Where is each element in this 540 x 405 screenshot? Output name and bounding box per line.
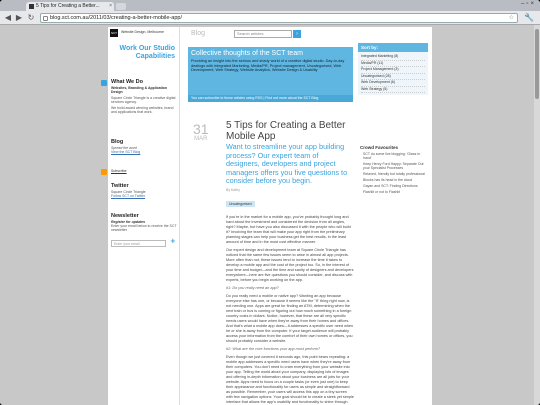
bullet-icon xyxy=(101,80,107,86)
site-container xyxy=(108,27,432,405)
page-viewport xyxy=(0,25,540,405)
favourite-link[interactable]: Blooks has its head in the cloud xyxy=(363,177,413,182)
category-list xyxy=(358,52,428,95)
blog-title: Blog xyxy=(111,139,124,145)
bookmark-star-icon[interactable]: ☆ xyxy=(508,15,514,21)
newsletter-section xyxy=(111,213,177,250)
favourite-link[interactable]: Gayan and SCT: Finding Directions xyxy=(363,183,418,188)
close-tab-icon[interactable]: × xyxy=(109,3,112,9)
category-item[interactable]: Media/PR (11) xyxy=(361,61,425,68)
what-we-do-section xyxy=(111,79,177,114)
banner-text: Providing an insight into the serious and shady world of a creative digital studio. Day-to-day dealings with Integrated Marketing, Media/PR, Project management, Uncategorised, Web Development, Web Strategy, Website Analytics, Website Design & Usability xyxy=(191,59,345,72)
post-paragraph: If you're in the market for a mobile app, you've probably thought long and hard about the investment and considered the decision from all angles, right? Maybe, but have you also discussed it with the people who will build it? Involving the team that will make your app right from the preliminary planning stages can help your business get the best results, in the least amount of time and in the most cost effective manner. xyxy=(226,214,351,244)
post-paragraph: Do you really need a mobile or native app? Wanting an app because everyone else has one, or because it seems like the "it" thing right now, is not needing one. Apps are great for finding an ATM, determining when the next train or bus is coming or figuring out how much something in a foreign country costs in dollars. Notice, however, that these are all very specific needs users would have when they're away from their homes and offices. And that's what a mobile app does—it addresses a specific user need when he or she is away from the computer. If your target audience will probably access your information from the comfort of their own homes or offices, you should probably consider a website. xyxy=(226,293,354,343)
logo-tagline: Website Design, Melbourne xyxy=(121,30,164,34)
favourite-link[interactable]: SCT do some live blogging: 'Glass in hand' xyxy=(363,152,421,161)
blog-banner xyxy=(188,47,353,95)
search-input[interactable]: Search articles xyxy=(234,30,292,38)
left-column xyxy=(108,27,180,405)
post-date xyxy=(193,122,209,142)
twitter-link[interactable]: Follow SCT on Twitter xyxy=(111,194,146,198)
view-blog-link[interactable]: View the SCT Blog xyxy=(111,150,141,154)
blog-section xyxy=(111,139,177,154)
wrench-menu-icon[interactable]: 🔧 xyxy=(524,13,534,22)
right-column xyxy=(358,43,428,197)
post-paragraph: Even though we just covered it seconds ago, this point bears repeating: a mobile app addresses a specific need users have when they're away from their computers. You don't need to cram everything from your website into your app. Telling the world about your company, displaying lots of images and offering in-depth information about your business are all jobs for your website. Apps need to focus on a couple tasks (or even just one) to keep their appearance and functionality for users as simple and straightforward as possible. Remember, your users will access this app on a tiny screen with few navigation options. Your goal should be to create a sleek yet simple interface that allows the app's usability and functionality to shine through. xyxy=(226,354,354,404)
post-question: #1: Do you really need an app? xyxy=(226,285,279,290)
category-item[interactable]: Project Management (3) xyxy=(361,67,425,74)
twitter-title: Twitter xyxy=(111,183,129,189)
category-item[interactable]: Integrated Marketing (8) xyxy=(361,54,425,61)
newsletter-sub: Register for updates xyxy=(111,220,146,224)
subscribe-section xyxy=(111,169,177,173)
newsletter-text: Enter your email below to receive the SCT newsletter xyxy=(111,224,177,232)
post-question: #2: What are the core functions your app must perform? xyxy=(226,346,321,351)
tab-title: 5 Tips for Creating a Better... xyxy=(36,3,100,9)
post-body xyxy=(226,215,354,405)
favourite-link[interactable]: Flashlit or not to Flashlit xyxy=(363,189,400,194)
banner-title: Collective thoughts of the SCT team xyxy=(191,50,303,57)
blog-heading: Blog xyxy=(191,30,206,37)
newsletter-title: Newsletter xyxy=(111,213,139,219)
scrollbar-thumb[interactable] xyxy=(535,29,539,99)
post-day: 31 xyxy=(193,121,209,137)
url-text: blog.sct.com.au/2011/03/creating-a-better-mobile-app/ xyxy=(50,15,182,21)
sct-logo[interactable]: SCT xyxy=(111,31,117,35)
rss-icon xyxy=(101,169,107,175)
vertical-scrollbar[interactable] xyxy=(534,25,540,405)
browser-tab[interactable] xyxy=(26,2,114,11)
search-button[interactable]: › xyxy=(293,30,301,38)
blog-sub: Spread the word xyxy=(111,146,137,150)
banner-rss-bar[interactable]: You can subscribe to these articles using RSS | Find out more about the SCT Blog xyxy=(188,95,353,102)
main-nav[interactable]: Work Our Studio Capabilities xyxy=(119,45,175,60)
post-month: MAR xyxy=(194,136,208,142)
post-byline: By Kathy xyxy=(226,187,241,192)
sort-by-title: Sort by: xyxy=(358,43,428,52)
what-we-do-text-2: We build award winning websites, brand and applications that work. xyxy=(111,106,174,114)
category-item[interactable]: Web Strategy (5) xyxy=(361,87,425,94)
what-we-do-subtitle: Websites, Branding & Application Design xyxy=(111,86,168,94)
favourite-link[interactable]: Relaxed, friendly but totally professional xyxy=(363,172,425,177)
window-controls[interactable]: –▫× xyxy=(521,1,536,7)
address-bar[interactable] xyxy=(40,13,518,23)
new-tab-button[interactable] xyxy=(116,3,126,10)
post-subtitle: Want to streamline your app building process? Our expert team of designers, developers and project managers offers you five questions to consider before you begin. xyxy=(226,142,348,185)
category-item[interactable]: Web Development (6) xyxy=(361,80,425,87)
twitter-section xyxy=(111,183,177,198)
crowd-title: Crowd Favourites xyxy=(360,145,399,150)
category-item[interactable]: Uncategorised (28) xyxy=(361,74,425,81)
post-tag[interactable]: Uncategorised xyxy=(226,201,255,207)
email-submit-button[interactable]: + xyxy=(170,236,176,246)
back-button[interactable]: ◀ xyxy=(4,13,12,22)
what-we-do-text: Square Circle Triangle is a creative digital services agency. xyxy=(111,96,176,104)
email-input[interactable]: Enter your email xyxy=(111,240,166,247)
crowd-favourites xyxy=(358,143,428,197)
reload-button[interactable]: ↻ xyxy=(27,13,35,22)
blog-post xyxy=(226,120,354,405)
favourite-link[interactable]: Keep Henry Ford Happy: Separate Out your Specialist Processes xyxy=(363,162,424,171)
twitter-text: Square Circle Triangle xyxy=(111,190,146,194)
what-we-do-title: What We Do xyxy=(111,79,143,85)
browser-toolbar xyxy=(0,11,540,25)
page-icon xyxy=(43,16,48,21)
subscribe-link[interactable]: Subscribe xyxy=(111,169,127,173)
tab-bar xyxy=(0,0,540,11)
post-title: 5 Tips for Creating a Better Mobile App xyxy=(226,120,346,142)
post-paragraph: Our expert design and development team at Square Circle Triangle has noticed that the same few issues seem to arise in almost all app projects. More often than not, these issues tend to increase the time it takes to develop a mobile app and the cost of the project too. So, in the interest of your time and budget—and the time and sanity of designers and developers everywhere—here are five questions you should consider, and discuss with experts, before you begin working on the app. xyxy=(226,247,354,282)
forward-button[interactable]: ▶ xyxy=(15,13,23,22)
favicon-icon xyxy=(29,4,34,9)
